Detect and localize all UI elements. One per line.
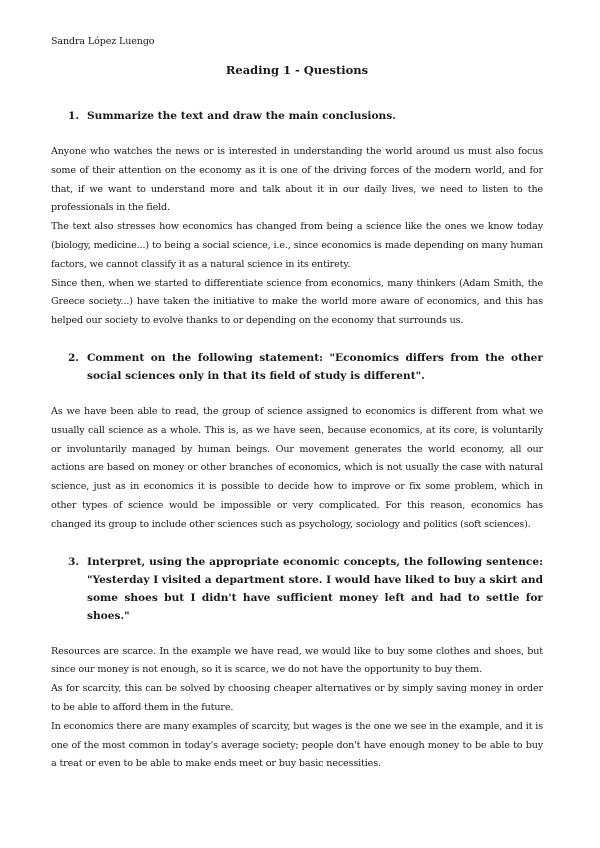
question-1-heading — [68, 107, 543, 125]
answer-1-paragraph-1: Anyone who watches the news or is interested in understanding the world around us must also focus some of their attention on the economy as it is one of the driving forces of the modern world, and for that, if we want to understand more and talk about it in our daily lives, we need to listen to the professionals in the field. — [51, 146, 543, 214]
question-1-number: 1. — [68, 110, 80, 122]
answer-1 — [51, 143, 543, 331]
question-3-number: 3. — [68, 555, 80, 568]
question-2-heading — [68, 349, 543, 385]
author-name: Sandra López Luengo — [51, 36, 155, 47]
answer-1-paragraph-3: Since then, when we started to differentiate science from economics, many thinkers (Adam Smith, the Greece society...) have taken the initiative to make the world more aware of economics, and this has helped our society to evolve thanks to or depending on the economy that surrounds us. — [51, 277, 543, 327]
answer-1-paragraph-2: The text also stresses how economics has changed from being a science like the ones we know today (biology, medicine...) to being a social science, i.e., since economics is made depending on many human factors, we cannot classify it as a natural science in its entirety. — [51, 221, 543, 270]
question-1-text: Summarize the text and draw the main conclusions. — [87, 110, 396, 122]
answer-2 — [51, 403, 543, 535]
answer-3-paragraph-1: Resources are scarce. In the example we have read, we would like to buy some clothes and shoes, but since our money is not enough, so it is scarce, we do not have the opportunity to buy them. — [51, 645, 543, 676]
answer-2-paragraph-1: As we have been able to read, the group of science assigned to economics is different from what we usually call science as a whole. This is, as we have seen, because economics, at its core, is voluntarily or involuntarily managed by human beings. Our movement generates the world economy, all our actions are based on money or other branches of economics, which is not usually the case with natural science, just as in economics it is possible to decide how to improve or fix some problem, which in other types of science would be impossible or very complicated. For this reason, economics has changed its group to include other sciences such as psychology, sociology and politics (soft sciences). — [51, 405, 543, 530]
answer-3-paragraph-3: In economics there are many examples of scarcity, but wages is the one we see in the example, and it is one of the most common in today's average society; people don't have enough money to be able to buy a treat or even to be able to make ends meet or buy basic necessities. — [51, 720, 543, 770]
question-3-text: Interpret, using the appropriate economic concepts, the following sentence: "Yesterday I visited a department store. I would have liked to buy a skirt and some shoes but I didn't have sufficient money left and had to settle for shoes." — [87, 555, 543, 622]
answer-3-paragraph-2: As for scarcity, this can be solved by choosing cheaper alternatives or by simply saving money in order to be able to afford them in the future. — [51, 683, 543, 713]
question-2-number: 2. — [68, 351, 80, 364]
page-title: Reading 1 - Questions — [225, 63, 369, 77]
answer-3 — [51, 643, 543, 775]
question-3-heading — [68, 553, 543, 625]
question-2-text: Comment on the following statement: "Economics differs from the other social sciences only in that its field of study is different". — [87, 351, 543, 382]
